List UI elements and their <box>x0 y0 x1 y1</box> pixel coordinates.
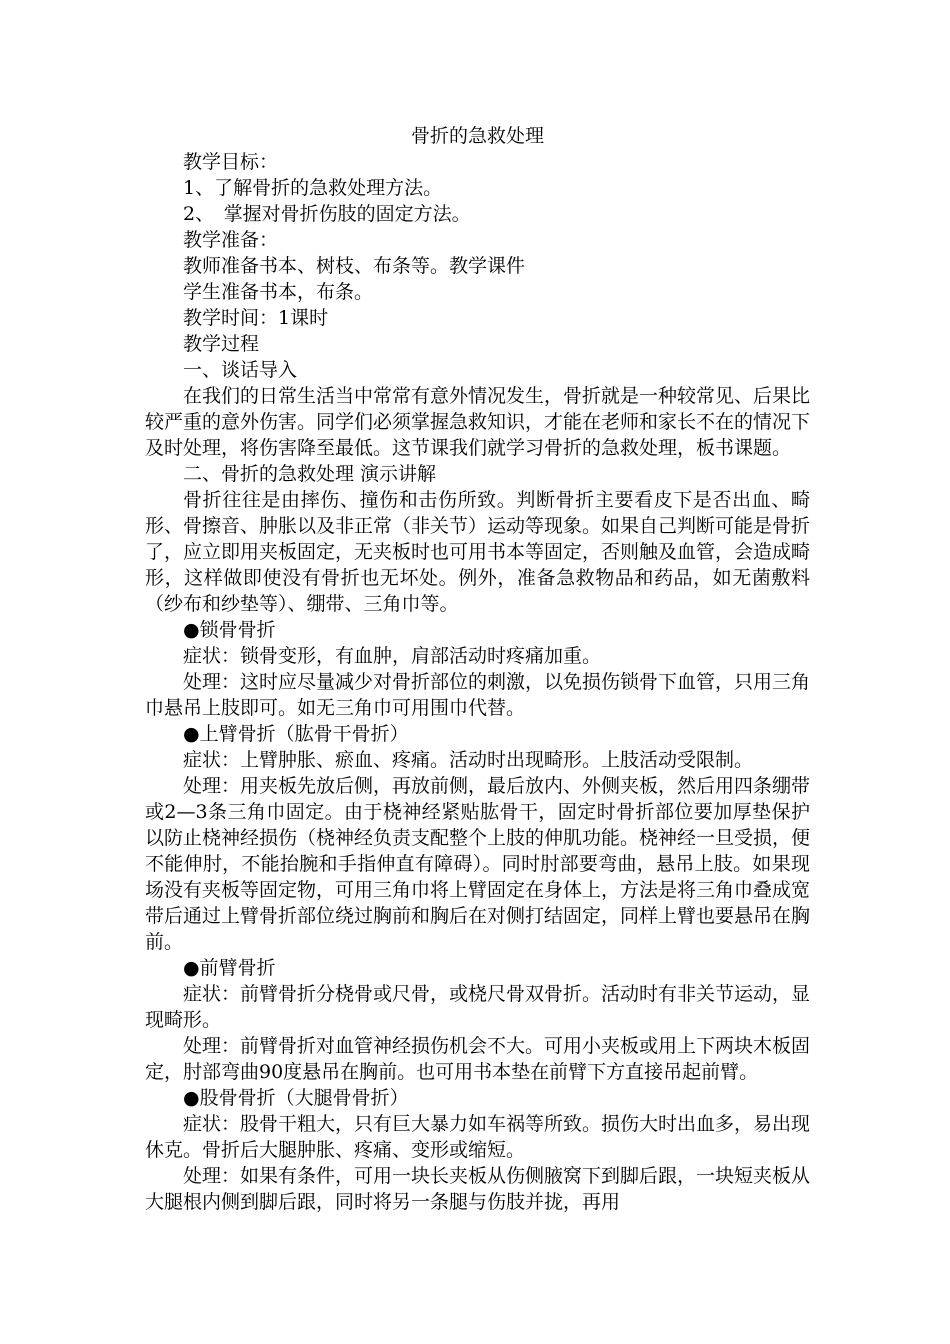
paragraph-forearm-heading: ●前臂骨折 <box>183 957 276 979</box>
paragraph-process-heading: 教学过程 <box>183 333 260 355</box>
paragraph-teacher-preparation: 教师准备书本、树枝、布条等。教学课件 <box>183 255 526 277</box>
paragraph-upper-arm-symptoms: 症状：上臂肿胀、瘀血、疼痛。活动时出现畸形。上肢活动受限制。 <box>183 749 754 771</box>
paragraph-upper-arm-treatment: 处理：用夹板先放后侧，再放前侧，最后放内、外侧夹板，然后用四条绷带或2—3条三角巾固定。由于桡神经紧贴肱骨干，固定时骨折部位要加厚垫保护以防止桡神经损伤（桡神经负责支配整个上肢的伸肌功能。桡神经一旦受损，便不能伸肘，不能抬腕和手指伸直有障碍）。同时肘部要弯曲，悬吊上肢。如果现场没有夹板等固定物，可用三角巾将上臂固定在身体上，方法是将三角巾叠成宽带后通过上臂骨折部位绕过胸前和胸后在对侧打结固定，同样上臂也要悬吊在胸前。 <box>145 775 811 953</box>
document-title: 骨折的急救处理 <box>410 125 544 147</box>
paragraph-objective-2: 2、 掌握对骨折伤肢的固定方法。 <box>183 203 471 225</box>
paragraph-clavicle-heading: ●锁骨骨折 <box>183 619 276 641</box>
paragraph-introduction: 在我们的日常生活当中常常有意外情况发生，骨折就是一种较常见、后果比较严重的意外伤害。同学们必须掌握急救知识，才能在老师和家长不在的情况下及时处理，将伤害降至最低。这节课我们就学习骨折的急救处理，板书课题。 <box>145 385 811 459</box>
paragraph-clavicle-symptoms: 症状：锁骨变形，有血肿，肩部活动时疼痛加重。 <box>183 645 602 667</box>
document-page <box>145 123 810 1215</box>
paragraph-clavicle-treatment: 处理：这时应尽量减少对骨折部位的刺激，以免损伤锁骨下血管，只用三角巾悬吊上肢即可。如无三角巾可用围巾代替。 <box>145 671 811 719</box>
paragraph-upper-arm-heading: ●上臂骨折（肱骨干骨折） <box>183 723 409 745</box>
paragraph-section-1-heading: 一、谈话导入 <box>183 359 298 381</box>
paragraph-forearm-treatment: 处理：前臂骨折对血管神经损伤机会不大。可用小夹板或用上下两块木板固定，肘部弯曲90度悬吊在胸前。也可用书本垫在前臂下方直接吊起前臂。 <box>145 1035 811 1083</box>
paragraph-objective-1: 1、了解骨折的急救处理方法。 <box>183 177 443 199</box>
paragraph-femur-symptoms: 症状：股骨干粗大，只有巨大暴力如车祸等所致。损伤大时出血多，易出现休克。骨折后大腿肿胀、疼痛、变形或缩短。 <box>145 1113 811 1161</box>
paragraph-fracture-overview: 骨折往往是由摔伤、撞伤和击伤所致。判断骨折主要看皮下是否出血、畸形、骨擦音、肿胀以及非正常（非关节）运动等现象。如果自己判断可能是骨折了，应立即用夹板固定，无夹板时也可用书本等固定，否则触及血管，会造成畸形，这样做即使没有骨折也无坏处。例外，准备急救物品和药品，如无菌敷料（纱布和纱垫等）、绷带、三角巾等。 <box>145 489 811 615</box>
paragraph-femur-treatment: 处理：如果有条件，可用一块长夹板从伤侧腋窝下到脚后跟，一块短夹板从大腿根内侧到脚后跟，同时将另一条腿与伤肢并拢，再用 <box>145 1165 811 1213</box>
paragraph-section-2-heading: 二、骨折的急救处理 演示讲解 <box>183 463 437 485</box>
paragraph-objectives-heading: 教学目标： <box>183 151 279 173</box>
paragraph-preparation-heading: 教学准备： <box>183 229 279 251</box>
paragraph-forearm-symptoms: 症状：前臂骨折分桡骨或尺骨，或桡尺骨双骨折。活动时有非关节运动，显现畸形。 <box>145 983 811 1031</box>
paragraph-student-preparation: 学生准备书本，布条。 <box>183 281 374 303</box>
paragraph-teaching-time: 教学时间：1课时 <box>183 307 329 329</box>
paragraph-femur-heading: ●股骨骨折（大腿骨骨折） <box>183 1087 409 1109</box>
